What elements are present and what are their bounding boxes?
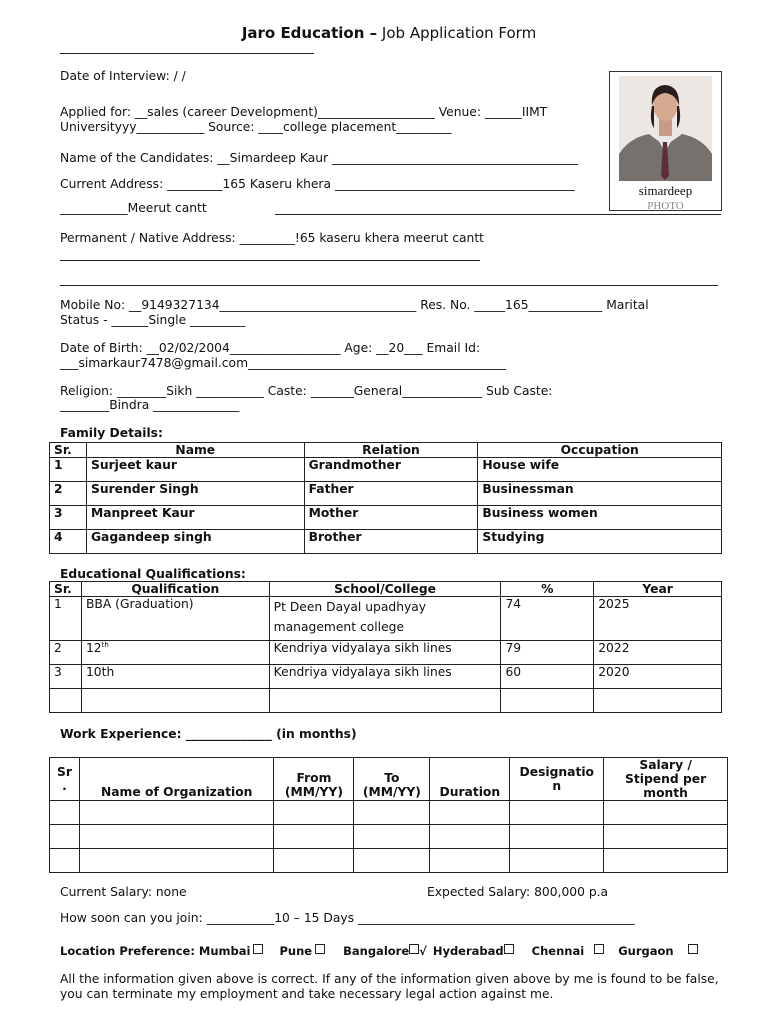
title-underline — [60, 53, 314, 54]
candidate-name-field: Name of the Candidates: __Simardeep Kaur ________________________________________ — [60, 151, 578, 165]
work-cell — [604, 801, 728, 825]
education-year: 2020 — [594, 665, 722, 689]
family-occupation: Businessman — [478, 482, 722, 506]
education-sr: 3 — [50, 665, 82, 689]
work-header-duration: Duration — [430, 758, 510, 801]
form-title-text: Job Application Form — [381, 24, 537, 42]
company-name: Jaro Education – — [241, 24, 378, 42]
chennai-checkbox[interactable] — [594, 944, 604, 954]
education-school-empty — [269, 689, 501, 713]
work-cell — [430, 849, 510, 873]
family-relation: Brother — [304, 530, 478, 554]
work-cell — [79, 801, 274, 825]
work-cell — [510, 849, 604, 873]
education-school: Kendriya vidyalaya sikh lines — [269, 641, 501, 665]
mobile-field: Mobile No: __9149327134________________________________ Res. No. _____165____________ Marital — [60, 298, 649, 312]
education-sr: 2 — [50, 641, 82, 665]
gurgaon-checkbox[interactable] — [688, 944, 698, 954]
work-header-from-line1: From — [296, 771, 332, 785]
education-qualification: 10th — [81, 665, 269, 689]
work-cell — [604, 825, 728, 849]
photo-box — [609, 71, 722, 211]
work-header-from-line2: (MM/YY) — [284, 785, 343, 799]
work-experience-heading: Work Experience: ______________ (in months) — [60, 727, 357, 741]
work-cell — [510, 825, 604, 849]
education-school-line2: management college — [273, 620, 405, 634]
permanent-address-field: Permanent / Native Address: _________!65 kaseru khera meerut cantt — [60, 231, 484, 245]
work-header-sr-line2: . — [62, 779, 67, 793]
family-sr: 2 — [50, 482, 87, 506]
work-header-designation-line1: Designatio — [519, 765, 594, 779]
work-cell — [430, 801, 510, 825]
education-header-row — [50, 582, 722, 597]
expected-salary-field: Expected Salary: 800,000 p.a — [427, 885, 609, 899]
education-heading: Educational Qualifications: — [60, 567, 246, 581]
current-address-line2: ___________Meerut cantt — [60, 201, 207, 215]
education-percent: 74 — [501, 597, 594, 641]
location-pune-label: Pune — [279, 944, 313, 958]
work-cell — [274, 801, 354, 825]
work-cell — [50, 849, 80, 873]
family-occupation: Business women — [478, 506, 722, 530]
work-header-salary-line1: Salary / — [639, 758, 692, 772]
family-details-heading: Family Details: — [60, 426, 163, 440]
sub-caste-field: ________Bindra ______________ — [60, 398, 240, 412]
current-address-field: Current Address: _________165 Kaseru khera _______________________________________ — [60, 177, 575, 191]
pune-checkbox[interactable] — [315, 944, 325, 954]
family-sr: 3 — [50, 506, 87, 530]
work-cell — [354, 825, 430, 849]
table-row — [50, 597, 722, 641]
check-mark-icon: √ — [419, 944, 427, 958]
education-table — [49, 581, 722, 713]
table-row — [50, 825, 728, 849]
table-row — [50, 641, 722, 665]
photo-caption: simardeep — [638, 183, 693, 198]
religion-caste-field: Religion: ________Sikh ___________ Caste: _______General_____________ Sub Caste: — [60, 384, 553, 398]
joining-field: How soon can you join: ___________10 – 15 Days _____________________________________________ — [60, 911, 635, 925]
education-year: 2022 — [594, 641, 722, 665]
education-qualification-sup: th — [101, 641, 109, 649]
candidate-photo — [619, 76, 712, 181]
family-table — [49, 442, 722, 554]
family-relation: Mother — [304, 506, 478, 530]
work-cell — [354, 801, 430, 825]
work-header-salary-line2: Stipend per — [625, 772, 707, 786]
work-header-to-line2: (MM/YY) — [362, 785, 421, 799]
bangalore-checkbox[interactable] — [409, 944, 419, 954]
work-header-sr-line1: Sr — [57, 765, 72, 779]
table-row — [50, 665, 722, 689]
table-row — [50, 849, 728, 873]
family-name: Surjeet kaur — [86, 458, 304, 482]
family-header-occupation: Occupation — [478, 443, 722, 458]
education-percent: 60 — [501, 665, 594, 689]
family-name: Gagandeep singh — [86, 530, 304, 554]
family-name: Surender Singh — [86, 482, 304, 506]
education-school-line1: Pt Deen Dayal upadhyay — [273, 600, 427, 614]
education-percent-empty — [501, 689, 594, 713]
location-label: Location Preference: Mumbai — [60, 944, 251, 958]
photo-label: PHOTO — [647, 200, 684, 211]
education-sr: 1 — [50, 597, 82, 641]
education-sr-empty — [50, 689, 82, 713]
hyderabad-checkbox[interactable] — [504, 944, 514, 954]
work-header-salary-line3: month — [643, 786, 688, 800]
venue-source-field: Universityyy___________ Source: ____college placement_________ — [60, 120, 452, 134]
work-header-organization: Name of Organization — [79, 758, 274, 801]
family-relation: Grandmother — [304, 458, 478, 482]
family-sr: 4 — [50, 530, 87, 554]
family-header-name: Name — [86, 443, 304, 458]
location-gurgaon-label: Gurgaon — [618, 944, 674, 958]
permanent-address-line3 — [60, 285, 718, 286]
work-cell — [430, 825, 510, 849]
table-row — [50, 530, 722, 554]
work-cell — [604, 849, 728, 873]
education-qualification: BBA (Graduation) — [81, 597, 269, 641]
table-row — [50, 506, 722, 530]
table-row — [50, 482, 722, 506]
work-cell — [79, 825, 274, 849]
education-header-percent: % — [501, 582, 594, 597]
work-cell — [510, 801, 604, 825]
email-field: ___simarkaur7478@gmail.com__________________________________________ — [60, 356, 507, 370]
work-header-from — [274, 758, 354, 801]
work-header-designation-line2: n — [552, 779, 562, 793]
current-salary-field: Current Salary: none — [60, 885, 187, 899]
form-title — [0, 24, 768, 42]
work-header-row — [50, 758, 728, 801]
education-year-empty — [594, 689, 722, 713]
declaration-text: All the information given above is correct. If any of the information given above by me is found to be false, you can terminate my employment and take necessary legal action against me. — [60, 972, 719, 1001]
family-header-sr: Sr. — [50, 443, 87, 458]
location-preference — [60, 944, 698, 958]
work-cell — [50, 801, 80, 825]
work-header-sr — [50, 758, 80, 801]
family-name: Manpreet Kaur — [86, 506, 304, 530]
marital-status-field: Status - ______Single _________ — [60, 313, 246, 327]
education-school: Kendriya vidyalaya sikh lines — [269, 665, 501, 689]
education-percent: 79 — [501, 641, 594, 665]
dob-age-field: Date of Birth: __02/02/2004__________________ Age: __20___ Email Id: — [60, 341, 481, 355]
education-school — [269, 597, 501, 641]
education-header-year: Year — [594, 582, 722, 597]
education-header-school: School/College — [269, 582, 501, 597]
family-occupation: Studying — [478, 530, 722, 554]
family-header-row — [50, 443, 722, 458]
family-header-relation: Relation — [304, 443, 478, 458]
location-chennai-label: Chennai — [531, 944, 585, 958]
table-row — [50, 458, 722, 482]
work-header-designation — [510, 758, 604, 801]
location-hyderabad-label: Hyderabad — [432, 944, 504, 958]
mumbai-checkbox[interactable] — [253, 944, 263, 954]
education-header-qualification: Qualification — [81, 582, 269, 597]
candidate-photo-image — [619, 76, 712, 181]
table-row — [50, 801, 728, 825]
work-cell — [274, 825, 354, 849]
education-year: 2025 — [594, 597, 722, 641]
work-cell — [354, 849, 430, 873]
applied-for-field: Applied for: __sales (career Development)___________________ Venue: ______IIMT — [60, 105, 548, 119]
education-header-sr: Sr. — [50, 582, 82, 597]
permanent-address-line2 — [60, 260, 480, 261]
location-bangalore-label: Bangalore — [343, 944, 410, 958]
family-relation: Father — [304, 482, 478, 506]
work-cell — [79, 849, 274, 873]
interview-date-field: Date of Interview: / / — [60, 69, 186, 83]
work-experience-table — [49, 757, 728, 873]
address-blank-line — [275, 214, 721, 215]
education-qualification-empty — [81, 689, 269, 713]
family-sr: 1 — [50, 458, 87, 482]
work-header-to-line1: To — [384, 771, 400, 785]
education-qualification-text: 12 — [85, 641, 102, 656]
work-cell — [50, 825, 80, 849]
work-header-salary — [604, 758, 728, 801]
work-cell — [274, 849, 354, 873]
table-row — [50, 689, 722, 713]
work-header-to — [354, 758, 430, 801]
family-occupation: House wife — [478, 458, 722, 482]
education-qualification — [81, 641, 269, 665]
